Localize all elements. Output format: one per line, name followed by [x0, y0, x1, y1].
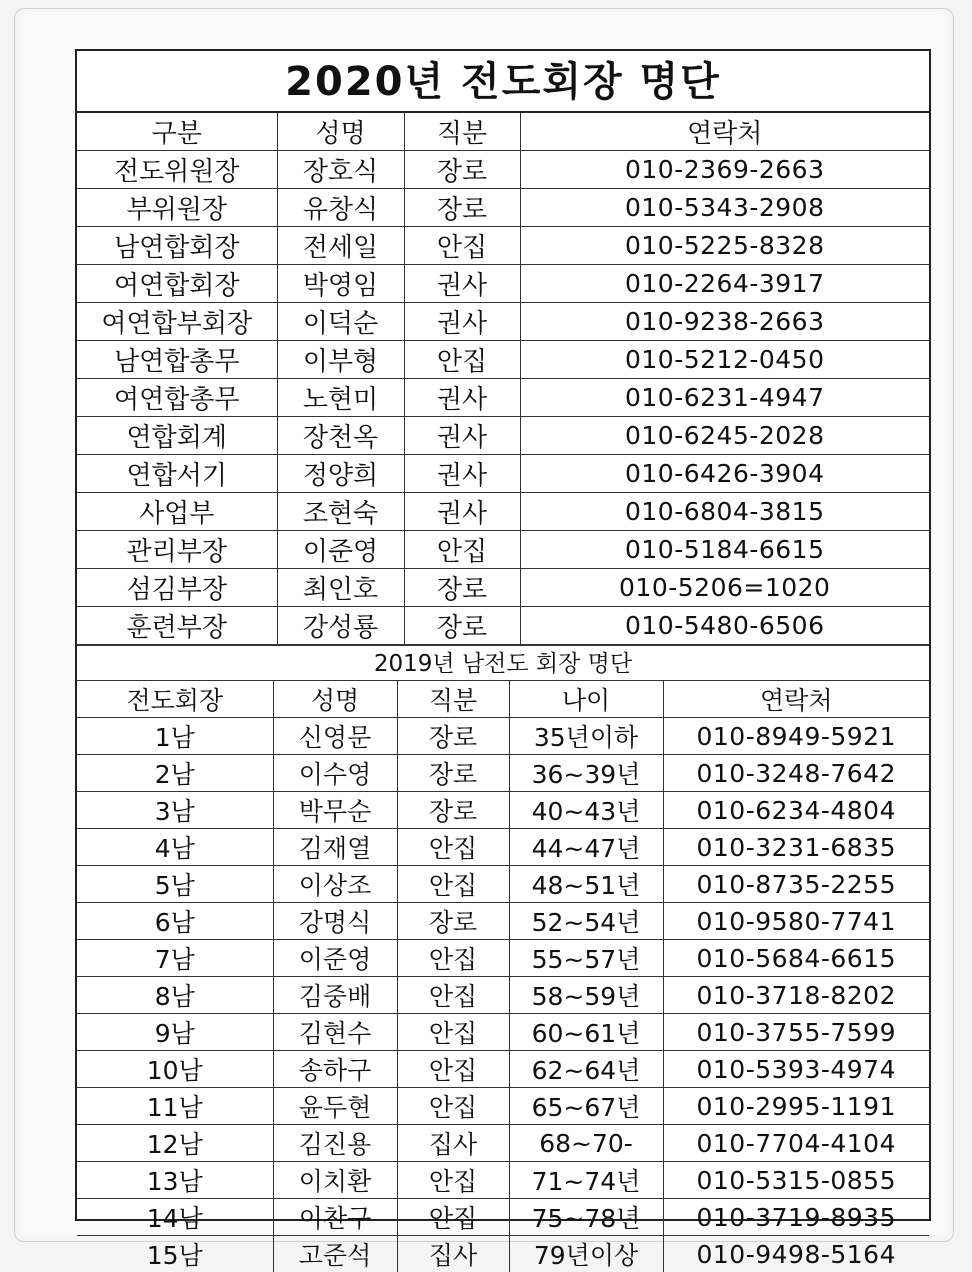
- name-cell: 이치환: [273, 1162, 397, 1199]
- group-cell: 2남: [77, 755, 273, 792]
- mens-header-row: [77, 681, 929, 718]
- mens-table-body: [77, 718, 929, 1272]
- table-row: [77, 977, 929, 1014]
- title-cell: 안집: [397, 1199, 509, 1236]
- col-header-title: 직분: [404, 113, 520, 151]
- name-cell: 이덕순: [277, 303, 404, 341]
- title-cell: 장로: [397, 903, 509, 940]
- name-cell: 윤두현: [273, 1088, 397, 1125]
- name-cell: 유창식: [277, 189, 404, 227]
- group-cell: 7남: [77, 940, 273, 977]
- title-cell: 안집: [397, 866, 509, 903]
- title-cell: 권사: [404, 265, 520, 303]
- group-cell: 4남: [77, 829, 273, 866]
- title-cell: 안집: [404, 227, 520, 265]
- name-cell: 송하구: [273, 1051, 397, 1088]
- mens-mission-table: [77, 681, 929, 1272]
- officers-table-body: [77, 151, 929, 645]
- title-cell: 안집: [404, 531, 520, 569]
- table-row: [77, 1162, 929, 1199]
- group-cell: 13남: [77, 1162, 273, 1199]
- col-header-age: 나이: [509, 681, 663, 718]
- name-cell: 이준영: [277, 531, 404, 569]
- table-row: [77, 151, 929, 189]
- phone-cell: 010-3755-7599: [663, 1014, 929, 1051]
- group-cell: 1남: [77, 718, 273, 755]
- roster-sheet: [75, 49, 931, 1221]
- table-row: [77, 866, 929, 903]
- name-cell: 강성룡: [277, 607, 404, 645]
- name-cell: 조현숙: [277, 493, 404, 531]
- table-row: [77, 903, 929, 940]
- phone-cell: 010-3231-6835: [663, 829, 929, 866]
- name-cell: 이준영: [273, 940, 397, 977]
- age-cell: 55~57년: [509, 940, 663, 977]
- col-header-group: 전도회장: [77, 681, 273, 718]
- table-row: [77, 303, 929, 341]
- col-header-position: 구분: [77, 113, 277, 151]
- name-cell: 장호식: [277, 151, 404, 189]
- title-cell: 권사: [404, 455, 520, 493]
- title-cell: 권사: [404, 303, 520, 341]
- group-cell: 15남: [77, 1236, 273, 1272]
- name-cell: 장천옥: [277, 417, 404, 455]
- table-row: [77, 607, 929, 645]
- col-header-contact: 연락처: [520, 113, 929, 151]
- col-header-name: 성명: [273, 681, 397, 718]
- age-cell: 65~67년: [509, 1088, 663, 1125]
- title-cell: 안집: [397, 977, 509, 1014]
- age-cell: 36~39년: [509, 755, 663, 792]
- position-cell: 여연합회장: [77, 265, 277, 303]
- table-row: [77, 940, 929, 977]
- age-cell: 68~70-: [509, 1125, 663, 1162]
- title-cell: 권사: [404, 493, 520, 531]
- title-cell: 안집: [397, 829, 509, 866]
- phone-cell: 010-3718-8202: [663, 977, 929, 1014]
- table-row: [77, 718, 929, 755]
- group-cell: 6남: [77, 903, 273, 940]
- age-cell: 62~64년: [509, 1051, 663, 1088]
- position-cell: 여연합부회장: [77, 303, 277, 341]
- phone-cell: 010-6231-4947: [520, 379, 929, 417]
- table-row: [77, 341, 929, 379]
- col-header-name: 성명: [277, 113, 404, 151]
- title-cell: 장로: [404, 607, 520, 645]
- title-cell: 안집: [397, 940, 509, 977]
- position-cell: 섬김부장: [77, 569, 277, 607]
- table-row: [77, 379, 929, 417]
- table-row: [77, 417, 929, 455]
- col-header-title: 직분: [397, 681, 509, 718]
- officers-header-row: [77, 113, 929, 151]
- phone-cell: 010-5184-6615: [520, 531, 929, 569]
- phone-cell: 010-8735-2255: [663, 866, 929, 903]
- title-cell: 장로: [404, 151, 520, 189]
- table-row: [77, 1199, 929, 1236]
- name-cell: 박무순: [273, 792, 397, 829]
- position-cell: 남연합총무: [77, 341, 277, 379]
- age-cell: 79년이상: [509, 1236, 663, 1272]
- name-cell: 김진용: [273, 1125, 397, 1162]
- phone-cell: 010-5206=1020: [520, 569, 929, 607]
- phone-cell: 010-9498-5164: [663, 1236, 929, 1272]
- table-row: [77, 531, 929, 569]
- group-cell: 8남: [77, 977, 273, 1014]
- name-cell: 강명식: [273, 903, 397, 940]
- group-cell: 3남: [77, 792, 273, 829]
- table-row: [77, 493, 929, 531]
- laminated-card: [14, 8, 954, 1242]
- age-cell: 35년이하: [509, 718, 663, 755]
- age-cell: 48~51년: [509, 866, 663, 903]
- phone-cell: 010-6245-2028: [520, 417, 929, 455]
- table-row: [77, 569, 929, 607]
- group-cell: 5남: [77, 866, 273, 903]
- phone-cell: 010-5343-2908: [520, 189, 929, 227]
- age-cell: 58~59년: [509, 977, 663, 1014]
- name-cell: 이부형: [277, 341, 404, 379]
- phone-cell: 010-2264-3917: [520, 265, 929, 303]
- position-cell: 사업부: [77, 493, 277, 531]
- phone-cell: 010-9580-7741: [663, 903, 929, 940]
- position-cell: 전도위원장: [77, 151, 277, 189]
- title-cell: 장로: [397, 755, 509, 792]
- phone-cell: 010-6426-3904: [520, 455, 929, 493]
- phone-cell: 010-6804-3815: [520, 493, 929, 531]
- table-row: [77, 455, 929, 493]
- phone-cell: 010-5225-8328: [520, 227, 929, 265]
- table-row: [77, 829, 929, 866]
- phone-cell: 010-5393-4974: [663, 1051, 929, 1088]
- name-cell: 김중배: [273, 977, 397, 1014]
- name-cell: 고준석: [273, 1236, 397, 1272]
- group-cell: 9남: [77, 1014, 273, 1051]
- table-row: [77, 1236, 929, 1272]
- name-cell: 김재열: [273, 829, 397, 866]
- officers-table: [77, 113, 929, 645]
- title-cell: 권사: [404, 417, 520, 455]
- group-cell: 11남: [77, 1088, 273, 1125]
- title-cell: 장로: [397, 718, 509, 755]
- phone-cell: 010-5480-6506: [520, 607, 929, 645]
- age-cell: 40~43년: [509, 792, 663, 829]
- position-cell: 연합회계: [77, 417, 277, 455]
- name-cell: 노현미: [277, 379, 404, 417]
- phone-cell: 010-5315-0855: [663, 1162, 929, 1199]
- phone-cell: 010-5212-0450: [520, 341, 929, 379]
- phone-cell: 010-3719-8935: [663, 1199, 929, 1236]
- position-cell: 부위원장: [77, 189, 277, 227]
- phone-cell: 010-6234-4804: [663, 792, 929, 829]
- title-cell: 안집: [397, 1088, 509, 1125]
- section-subtitle: 2019년 남전도 회장 명단: [77, 645, 929, 681]
- col-header-contact: 연락처: [663, 681, 929, 718]
- phone-cell: 010-2995-1191: [663, 1088, 929, 1125]
- table-row: [77, 1051, 929, 1088]
- table-row: [77, 1014, 929, 1051]
- name-cell: 김현수: [273, 1014, 397, 1051]
- title-cell: 장로: [404, 189, 520, 227]
- title-cell: 안집: [404, 341, 520, 379]
- age-cell: 71~74년: [509, 1162, 663, 1199]
- name-cell: 박영임: [277, 265, 404, 303]
- name-cell: 정양희: [277, 455, 404, 493]
- group-cell: 12남: [77, 1125, 273, 1162]
- position-cell: 훈련부장: [77, 607, 277, 645]
- name-cell: 이찬구: [273, 1199, 397, 1236]
- age-cell: 52~54년: [509, 903, 663, 940]
- table-row: [77, 792, 929, 829]
- phone-cell: 010-8949-5921: [663, 718, 929, 755]
- phone-cell: 010-2369-2663: [520, 151, 929, 189]
- table-row: [77, 189, 929, 227]
- table-row: [77, 265, 929, 303]
- group-cell: 10남: [77, 1051, 273, 1088]
- age-cell: 75~78년: [509, 1199, 663, 1236]
- group-cell: 14남: [77, 1199, 273, 1236]
- age-cell: 60~61년: [509, 1014, 663, 1051]
- title-cell: 권사: [404, 379, 520, 417]
- title-cell: 안집: [397, 1014, 509, 1051]
- title-cell: 장로: [397, 792, 509, 829]
- position-cell: 남연합회장: [77, 227, 277, 265]
- phone-cell: 010-9238-2663: [520, 303, 929, 341]
- table-row: [77, 755, 929, 792]
- name-cell: 신영문: [273, 718, 397, 755]
- name-cell: 전세일: [277, 227, 404, 265]
- name-cell: 이상조: [273, 866, 397, 903]
- table-row: [77, 1088, 929, 1125]
- title-cell: 집사: [397, 1236, 509, 1272]
- position-cell: 여연합총무: [77, 379, 277, 417]
- position-cell: 연합서기: [77, 455, 277, 493]
- phone-cell: 010-7704-4104: [663, 1125, 929, 1162]
- name-cell: 최인호: [277, 569, 404, 607]
- position-cell: 관리부장: [77, 531, 277, 569]
- table-row: [77, 227, 929, 265]
- name-cell: 이수영: [273, 755, 397, 792]
- title-cell: 안집: [397, 1162, 509, 1199]
- table-row: [77, 1125, 929, 1162]
- phone-cell: 010-3248-7642: [663, 755, 929, 792]
- phone-cell: 010-5684-6615: [663, 940, 929, 977]
- page-title: 2020년 전도회장 명단: [77, 51, 929, 113]
- title-cell: 집사: [397, 1125, 509, 1162]
- title-cell: 장로: [404, 569, 520, 607]
- age-cell: 44~47년: [509, 829, 663, 866]
- title-cell: 안집: [397, 1051, 509, 1088]
